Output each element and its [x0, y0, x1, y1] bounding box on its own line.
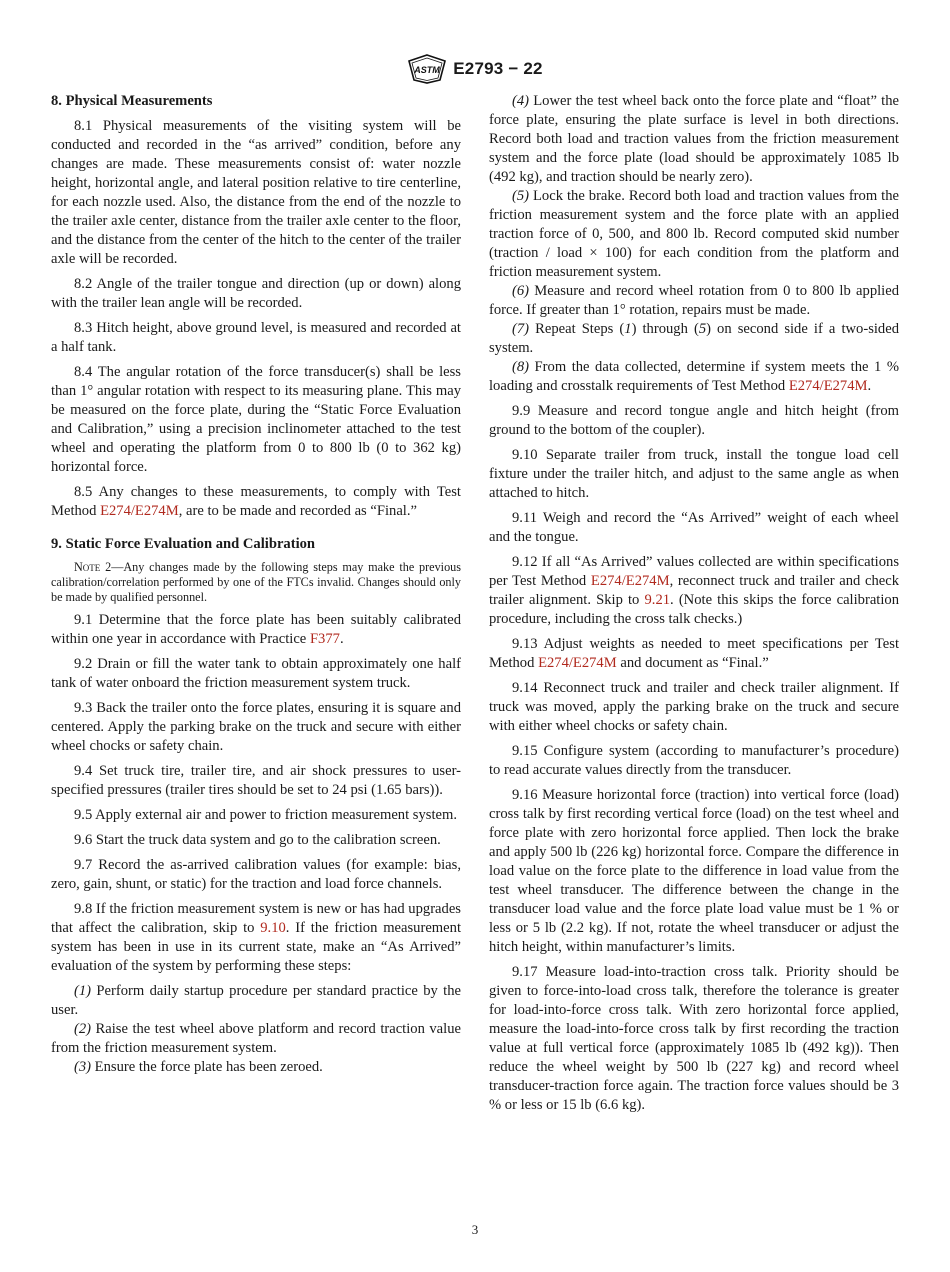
para-8-3: 8.3 Hitch height, above ground level, is measured and recorded at a half tank.	[51, 320, 461, 355]
link-e274-step8[interactable]: E274/E274M	[788, 378, 868, 394]
para-9-7: 9.7 Record the as-arrived calibration values (for example: bias, zero, gain, shunt, or static) for the traction and load force channels.	[51, 857, 461, 892]
para-9-16: 9.16 Measure horizontal force (traction) into vertical force (load) cross talk by first recording vertical force (load) on the test wheel and force plate with zero horizontal force applied. Then lock the brake and apply 500 lb (226 kg) horizontal force. Compare the difference in load value on the force plate to the difference in load value from the test wheel transducer. The difference between the change in the transducer load value and the force plate load value must be 1 % or less or 5 lb (2.2 kg). If not, rotate the wheel transducer or adjust the hitch height, within manufacturer’s limits.	[489, 787, 899, 955]
step-7	[489, 320, 899, 358]
para-9-13-text: 9.13 Adjust weights as needed to meet specifications per Test Method	[489, 636, 899, 671]
para-9-8-text-end: . If the friction measurement system has been in use in its current state, make an “As Arrived” evaluation of the system by performing these steps:	[51, 920, 461, 974]
link-e274-9-13[interactable]: E274/E274M	[538, 655, 617, 671]
step-5-number: (5)	[512, 188, 530, 204]
step-2	[51, 1020, 461, 1058]
section-8-heading: 8. Physical Measurements	[51, 93, 213, 109]
para-9-12-text-b: , reconnect truck and trailer and check trailer alignment. Skip to	[489, 573, 900, 608]
step-7-text-b: ) through (	[631, 321, 699, 337]
para-8-5-text-end: , are to be made and recorded as “Final.”	[178, 503, 417, 519]
step-8-text: From the data collected, determine if system meets the 1 % loading and crosstalk requirements of Test Method	[489, 359, 899, 394]
standard-designation: E2793 − 22	[453, 59, 543, 78]
step-1-text: Perform daily startup procedure per standard practice by the user.	[51, 983, 461, 1018]
logo-text: ASTM	[414, 65, 441, 75]
para-9-3: 9.3 Back the trailer onto the force plates, ensuring it is square and centered. Apply the parking brake on the truck and secure with either wheel chocks or safety chain.	[51, 700, 461, 754]
para-8-2: 8.2 Angle of the trailer tongue and direction (up or down) along with the trailer lean angle will be recorded.	[51, 276, 461, 311]
para-9-12	[489, 553, 899, 629]
step-6-text: Measure and record wheel rotation from 0 to 800 lb applied force. If greater than 1° rotation, repairs must be made.	[489, 283, 899, 318]
step-2-number: (2)	[74, 1021, 92, 1037]
step-6	[489, 282, 899, 320]
para-8-5	[51, 483, 461, 521]
para-9-2: 9.2 Drain or fill the water tank to obtain approximately one half tank of water onboard the friction measurement system truck.	[51, 656, 461, 691]
astm-logo-icon	[407, 54, 447, 84]
link-e274[interactable]: E274/E274M	[100, 503, 179, 519]
para-9-1-text: 9.1 Determine that the force plate has been suitably calibrated within one year in accordance with Practice	[51, 612, 461, 647]
step-1	[51, 982, 461, 1020]
step-6-number: (6)	[512, 283, 530, 299]
section-9-heading: 9. Static Force Evaluation and Calibration	[51, 536, 316, 552]
para-9-9: 9.9 Measure and record tongue angle and hitch height (from ground to the bottom of the coupler).	[489, 403, 899, 438]
para-9-4: 9.4 Set truck tire, trailer tire, and air shock pressures to user-specified pressures (trailer tires should be set to 24 psi (1.65 bars)).	[51, 763, 461, 798]
link-e274-9-12[interactable]: E274/E274M	[590, 573, 670, 589]
para-8-5-text: 8.5 Any changes to these measurements, to comply with Test Method	[51, 484, 461, 519]
step-1-number: (1)	[74, 983, 92, 999]
step-7-ref-5: 5	[698, 321, 707, 337]
step-8-text-end: .	[867, 378, 872, 394]
para-8-1: 8.1 Physical measurements of the visiting system will be conducted and recorded in the “as arrived” condition, before any changes are made. These measurements consist of: water nozzle height, horizontal angle, and lateral position relative to tire centerline, for each nozzle used. Also, the distance from the end of the nozzle to the trailer axle center, distance from the trailer axle center to the floor, and the distance from the center of the hitch to the center of the trailer axle will be recorded.	[51, 118, 461, 267]
note-label: Note 2	[74, 560, 112, 574]
para-8-4: 8.4 The angular rotation of the force transducer(s) shall be less than 1° angular rotation with respect to its measuring plane. This may be measured on the force plate, during the “Static Force Evaluation and Calibration,” using a precision inclinometer attached to the test wheel and operating the platform from 0 to 800 lb (0 to 362 kg) horizontal force.	[51, 364, 461, 475]
para-9-6: 9.6 Start the truck data system and go to the calibration screen.	[74, 832, 441, 848]
step-2-text: Raise the test wheel above platform and record traction value from the friction measurement system.	[51, 1021, 461, 1056]
para-9-15: 9.15 Configure system (according to manufacturer’s procedure) to read accurate values directly from the transducer.	[489, 743, 899, 778]
step-7-ref-1: 1	[624, 321, 632, 337]
link-f377[interactable]: F377	[309, 631, 340, 647]
para-9-10: 9.10 Separate trailer from truck, install the tongue load cell fixture under the trailer hitch, and adjust to the same angle as when attached to hitch.	[489, 447, 899, 501]
page-header	[0, 54, 950, 89]
para-9-1	[51, 611, 461, 649]
step-4	[489, 92, 899, 187]
para-9-12-text-a: 9.12 If all “As Arrived” values collected are within specifications per Test Method	[489, 554, 899, 589]
step-8-number: (8)	[512, 359, 530, 375]
para-9-5: 9.5 Apply external air and power to friction measurement system.	[74, 807, 457, 823]
step-7-text-c: ) on second side if a two-sided system.	[489, 321, 899, 356]
para-9-11: 9.11 Weigh and record the “As Arrived” weight of each wheel and the tongue.	[489, 510, 899, 545]
step-3-text: Ensure the force plate has been zeroed.	[91, 1059, 323, 1075]
right-column	[489, 92, 899, 1121]
step-4-number: (4)	[512, 93, 530, 109]
para-9-8	[51, 900, 461, 976]
note-2	[51, 560, 461, 605]
step-5	[489, 187, 899, 282]
step-3	[51, 1058, 461, 1077]
left-column	[51, 92, 461, 1083]
para-9-12-text-c: . (Note this skips the force calibration procedure, including the cross talk checks.)	[489, 592, 900, 627]
step-7-number: (7)	[512, 321, 530, 337]
step-4-text: Lower the test wheel back onto the force plate and “float” the force plate, ensuring the plate surface is level in both directions. Record both load and traction values from the friction measurement system and the force plate (load should be approximately 1085 lb (492 kg), and traction should be nearly zero).	[489, 93, 899, 185]
link-9-10[interactable]: 9.10	[260, 920, 286, 936]
page-number: 3	[471, 1222, 479, 1237]
para-9-8-text: 9.8 If the friction measurement system is new or has had upgrades that affect the calibration, skip to	[51, 901, 461, 936]
step-7-text-a: Repeat Steps (	[529, 321, 625, 337]
para-9-14: 9.14 Reconnect truck and trailer and check trailer alignment. If truck was moved, apply the parking brake on the truck and secure with either wheel chocks or safety chain.	[489, 680, 899, 734]
step-8	[489, 358, 899, 396]
para-9-17: 9.17 Measure load-into-traction cross talk. Priority should be given to force-into-load cross talk, therefore the tolerance is greater for load-into-force cross talk. With zero horizontal force applied, measure the load-into-force cross talk by first recording the traction value at full vertical force (approximately 1085 lb (492 kg)). Then reduce the wheel weight by 500 lb (227 kg) and record wheel transducer-traction force again. The traction force values should be 3 % or less or 15 lb (6.6 kg).	[489, 964, 899, 1113]
para-9-13	[489, 635, 899, 673]
note-text: —Any changes made by the following steps may make the previous calibration/correlation performed by one of the FTCs invalid. Changes should only be made by qualified personnel.	[51, 560, 462, 604]
para-9-13-text-end: and document as “Final.”	[616, 655, 769, 671]
step-3-number: (3)	[74, 1059, 92, 1075]
link-9-21[interactable]: 9.21	[644, 592, 671, 608]
para-9-1-text-end: .	[339, 631, 344, 647]
step-5-text: Lock the brake. Record both load and traction values from the friction measurement system and the force plate with an applied traction force of 0, 500, and 800 lb. Record computed skid number (traction / load × 100) for each condition from the platform and friction measurement system.	[489, 188, 899, 280]
